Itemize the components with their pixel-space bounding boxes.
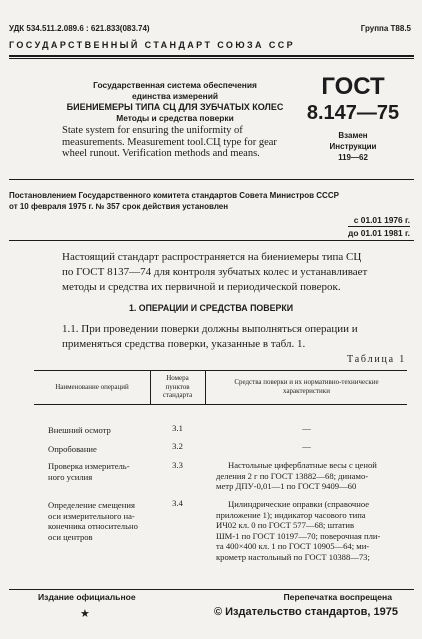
title-rule — [9, 179, 414, 180]
decree-line-2: от 10 февраля 1975 г. № 357 срок действия установлен — [9, 202, 229, 211]
row4-op-3: конечника относительно — [48, 521, 138, 532]
header-rule — [9, 55, 414, 57]
subtitle: Методы и средства поверки — [116, 113, 234, 123]
row3-means-2: деления 2 г по ГОСТ 13882—68; динамо- — [216, 470, 369, 481]
table-row-4-number: 3.4 — [172, 498, 183, 508]
footer-rule — [9, 589, 414, 590]
reprint-notice: Перепечатка воспрещена — [283, 592, 392, 602]
gost-number: 8.147—75 — [306, 102, 400, 124]
section-heading: 1. ОПЕРАЦИИ И СРЕДСТВА ПОВЕРКИ — [128, 303, 294, 313]
system-line-1: Государственная система обеспечения — [93, 80, 257, 90]
col3-line-2: характеристики — [283, 387, 330, 395]
table-col-means — [206, 378, 407, 396]
table-row-4-operation — [48, 500, 150, 542]
row4-op-1: Определение смещения — [48, 500, 135, 510]
decree-line-1: Постановлением Государственного комитета стандартов Совета Министров СССР — [9, 191, 339, 200]
replaces-label: Взамен — [338, 131, 368, 140]
row3-op-1: Проверка измеритель- — [48, 461, 130, 471]
table-col-operation: Наименование операций — [55, 383, 129, 391]
valid-from: с 01.01 1976 г. — [348, 214, 410, 227]
row2-op: Опробование — [48, 444, 97, 454]
row4-means-4: ШМ-1 по ГОСТ 10197—70; поверочная пли- — [216, 530, 381, 541]
udk-code: УДК 534.511.2.089.6 : 621.833(083.74) — [9, 24, 150, 33]
col2-line-2: пунктов — [165, 382, 190, 391]
standard-line: ГОСУДАРСТВЕННЫЙ СТАНДАРТ СОЮЗА ССР — [9, 40, 296, 50]
title-block — [62, 80, 288, 124]
table-row-3-means — [216, 460, 406, 492]
system-line-2: единства измерений — [131, 91, 219, 101]
row4-op-4: оси центров — [48, 531, 93, 542]
table-row-1-number: 3.1 — [172, 423, 183, 433]
table-row-2-means: — — [302, 441, 311, 451]
p1-line-1: 1.1. При проведении поверки должны выполняться операции и — [62, 323, 358, 335]
row4-means-3: ИЧ02 кл. 0 по ГОСТ 577—68; штатив — [216, 520, 355, 531]
intro-line-1: Настоящий стандарт распространяется на биениемеры типа СЦ — [62, 251, 362, 263]
valid-to: до 01.01 1981 г. — [348, 228, 410, 238]
table-row-1-operation — [48, 425, 150, 436]
row3-means-1: Настольные циферблатные весы с ценой — [228, 460, 377, 470]
table-row-3-number: 3.3 — [172, 460, 183, 470]
intro-paragraph — [62, 250, 407, 265]
star-icon: ★ — [80, 608, 90, 620]
replaces-num: 119—62 — [338, 153, 368, 162]
gost-block — [300, 74, 406, 163]
table-row-2-operation — [48, 444, 150, 455]
row4-means-1: Цилиндрические оправки (справочное — [228, 499, 370, 509]
en-line-1: State system for ensuring the uniformity of — [62, 125, 243, 136]
row3-means-3: метр ДПУ-0,01—1 по ГОСТ 9409—60 — [216, 481, 357, 492]
intro-paragraph-cont — [62, 265, 407, 295]
decree-rule — [9, 240, 414, 241]
english-title — [62, 125, 300, 160]
official-edition: Издание официальное — [38, 592, 136, 602]
row4-means-6: крометр настольный по ГОСТ 10388—73; — [216, 551, 370, 562]
copyright: © Издательство стандартов, 1975 — [213, 606, 398, 618]
row4-means-2: приложение 1); индикатор часового типа — [216, 509, 366, 520]
row3-op-2: ного усилия — [48, 471, 93, 482]
table-row-1-means: — — [302, 423, 311, 433]
header-rule-thin — [9, 58, 414, 59]
col3-line-1: Средства поверки и их нормативно-технические — [234, 378, 379, 386]
col2-line-3: стандарта — [162, 391, 193, 399]
table-header-rule — [34, 404, 407, 405]
section-paragraph — [62, 322, 407, 352]
group-code: Группа Т88.5 — [360, 24, 411, 33]
intro-line-2: по ГОСТ 8137—74 для контроля зубчатых колес и устанавливает — [62, 266, 368, 278]
replaces-doc: Инструкции — [329, 142, 377, 151]
intro-line-3: методы и средства их первичной и периодической поверок. — [62, 281, 341, 293]
validity — [348, 214, 410, 239]
row4-means-5: та 400×400 кл. 1 по ГОСТ 10905—64; ми- — [216, 541, 370, 552]
gost-label: ГОСТ — [321, 73, 385, 100]
table-row-3-operation — [48, 461, 150, 482]
decree — [9, 190, 339, 212]
table-col-number — [150, 374, 205, 400]
en-line-2: measurements. Measurement tool.СЦ type for gear — [62, 136, 277, 148]
table-row-4-means — [216, 499, 406, 563]
row1-op: Внешний осмотр — [48, 425, 111, 435]
table-row-2-number: 3.2 — [172, 441, 183, 451]
table-top-rule — [34, 370, 407, 371]
en-line-3: wheel runout. Verification methods and means. — [62, 148, 260, 160]
col2-line-1: Номера — [166, 374, 189, 382]
table-caption: Таблица 1 — [347, 354, 406, 365]
p1-line-2: применяться средства поверки, указанные в табл. 1. — [62, 338, 306, 350]
main-title: БИЕНИЕМЕРЫ ТИПА СЦ ДЛЯ ЗУБЧАТЫХ КОЛЕС — [66, 102, 284, 112]
row4-op-2: оси измерительного на- — [48, 510, 135, 521]
